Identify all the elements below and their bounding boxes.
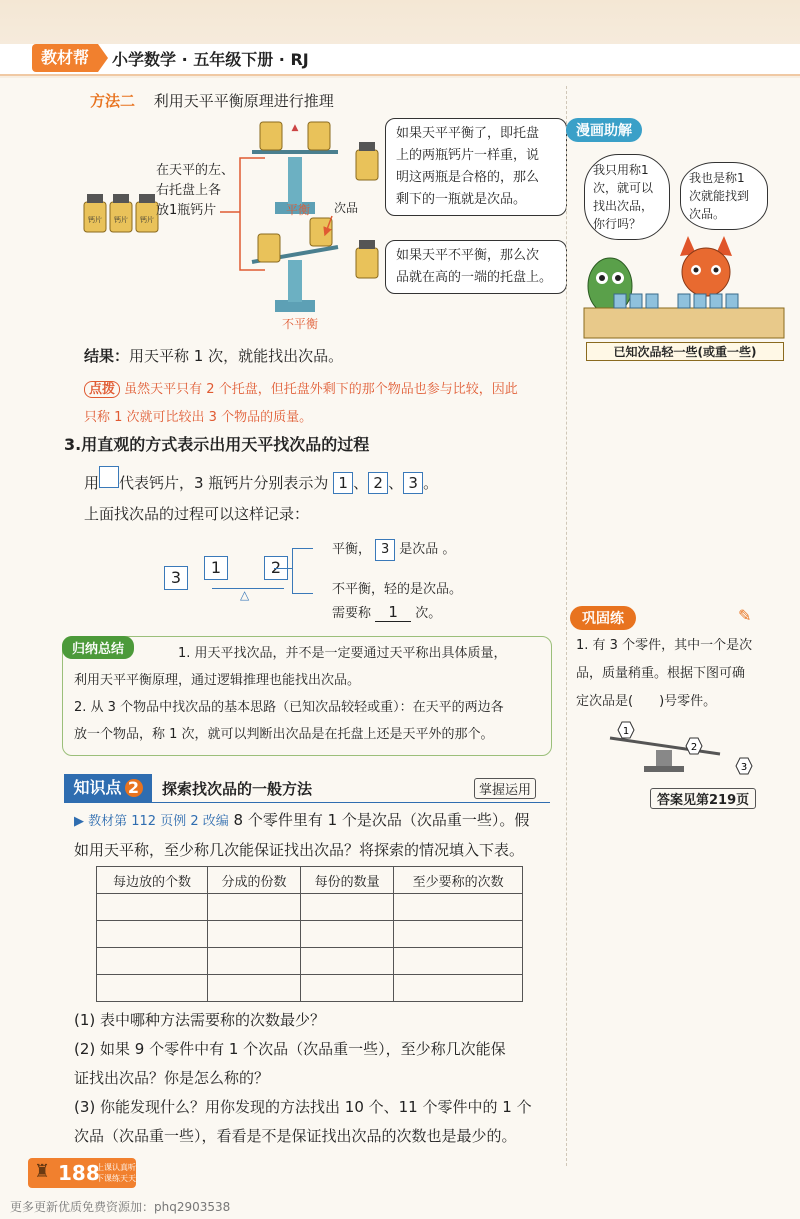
summary-p2-line: 2. 从 3 个物品中找次品的基本思路（已知次品较轻或重）：在天平的两边各 xyxy=(74,700,504,715)
num-box-1: 1 xyxy=(333,472,353,494)
sub-question-1: (1) 表中哪种方法需要称的次数最少？ xyxy=(74,1011,326,1029)
sub-question-2: (2) 如果 9 个零件中有 1 个次品（次品重一些），至少称几次能保 xyxy=(74,1040,506,1058)
summary-p2-line: 放一个物品，称 1 次，就可以判断出次品是在托盘上还是天平外的那个。 xyxy=(74,727,494,742)
need-count: 1 xyxy=(375,603,411,622)
page-number: 188 xyxy=(58,1161,100,1185)
method2-title: 利用天平平衡原理进行推理 xyxy=(153,92,334,110)
table-header: 分成的份数 xyxy=(207,867,300,894)
practice-line: 定次品是( )号零件。 xyxy=(576,694,717,709)
practice-balance xyxy=(600,720,770,780)
need-b: 次。 xyxy=(415,606,442,621)
bottle-group-left xyxy=(84,194,158,232)
knowledge-badge: 掌握运用 xyxy=(474,778,536,799)
motto-line: 下课练天天 xyxy=(96,1174,136,1183)
practice-line: 品，质量稍重。根据下图可确 xyxy=(576,666,746,681)
practice-text xyxy=(576,632,786,716)
result-line xyxy=(84,342,343,371)
practice-line: 1. 有 3 个零件，其中一个是次 xyxy=(576,638,753,653)
bubble-bottom-line: 如果天平不平衡，那么次 xyxy=(396,248,540,263)
line1-b: 代表钙片，3 瓶钙片分别表示为 xyxy=(119,474,329,492)
diagram-need xyxy=(332,602,441,622)
knowledge-ref: ▶ 教材第 112 页例 2 改编 xyxy=(74,814,229,829)
bubble-right-line: 我也是称1 xyxy=(689,171,745,185)
knowledge-label-text: 知识点 xyxy=(73,778,122,797)
comic-title: 漫画助解 xyxy=(566,118,642,142)
bottle-label: 钙片 xyxy=(88,216,102,224)
tip-block xyxy=(84,376,554,432)
bubble-top-line: 明这两瓶是合格的，那么 xyxy=(396,170,540,185)
section3-heading: 3.用直观的方式表示出用天平找次品的过程 xyxy=(64,435,370,454)
bubble-unbalanced xyxy=(385,240,567,294)
defect-label: 次品 xyxy=(334,201,359,215)
section3-line2: 上面找次品的过程可以这样记录： xyxy=(84,505,310,523)
answer-ref: 答案见第219页 xyxy=(650,788,756,809)
part-label-3: 3 xyxy=(740,762,748,773)
comic-sign: 已知次品轻一些(或重一些) xyxy=(586,342,784,361)
knowledge-title: 探索找次品的一般方法 xyxy=(162,780,313,798)
bubble-right-line: 次品。 xyxy=(689,207,726,221)
table-header: 每边放的个数 xyxy=(97,867,208,894)
footer-motto xyxy=(96,1162,136,1184)
table-row[interactable] xyxy=(97,894,523,921)
tip-text-line: 虽然天平只有 2 个托盘，但托盘外剩下的那个物品也参与比较，因此 xyxy=(124,382,518,397)
diagram-box-2: 2 xyxy=(264,556,288,580)
num-box-2: 2 xyxy=(368,472,388,494)
knowledge-num: 2 xyxy=(125,779,143,797)
part-label-2: 2 xyxy=(690,742,698,753)
bubble-top-line: 如果天平平衡了，即托盘 xyxy=(396,126,540,141)
diagram-box-1: 1 xyxy=(204,556,228,580)
bubble-top-line: 上的两瓶钙片一样重，说 xyxy=(396,148,540,163)
table-row[interactable] xyxy=(97,975,523,1002)
method2-heading xyxy=(90,90,334,111)
book-title: 小学数学 · 五年级下册 · RJ xyxy=(112,50,309,69)
sep: 、 xyxy=(353,474,369,492)
practice-title: 巩固练 xyxy=(570,606,636,630)
num-box-3: 3 xyxy=(403,472,423,494)
mascot-icon: ♜ xyxy=(34,1161,51,1182)
tip-label: 点拨 xyxy=(84,381,120,398)
diagram-fulcrum: △ xyxy=(240,588,250,602)
diagram-balance-tail: 是次品 。 xyxy=(399,542,456,557)
comic-bubble-right xyxy=(680,162,768,230)
comic-bubble-left xyxy=(584,154,670,240)
motto-line: 上课认真听 xyxy=(96,1163,136,1172)
diagram-balance xyxy=(332,538,455,561)
bubble-left-line: 找出次品， xyxy=(593,199,654,213)
balance-label: 平衡 xyxy=(286,203,311,217)
unbalance-label: 不平衡 xyxy=(282,317,319,331)
record-diagram xyxy=(164,530,564,630)
bubble-left-line: 你行吗？ xyxy=(593,217,642,231)
balance-top xyxy=(252,122,338,214)
sidebar-divider xyxy=(566,86,567,1166)
end: 。 xyxy=(423,474,439,492)
part-label-1: 1 xyxy=(622,726,630,737)
svg-text:钙片: 钙片 xyxy=(114,216,128,224)
result-label: 结果： xyxy=(84,347,130,365)
bubble-top-line: 剩下的一瓶就是次品。 xyxy=(396,192,527,207)
question-line: 8 个零件里有 1 个是次品（次品重一些）。假 xyxy=(233,811,530,829)
svg-text:▲: ▲ xyxy=(291,123,299,133)
blank-box xyxy=(99,466,119,488)
fill-table xyxy=(96,866,523,1002)
section3-line1 xyxy=(84,466,438,498)
table-header: 每份的数量 xyxy=(301,867,394,894)
result-text: 用天平称 1 次，就能找出次品。 xyxy=(129,347,344,365)
svg-text:钙片: 钙片 xyxy=(140,216,154,224)
sub-question-2: 证找出次品？你是怎么称的？ xyxy=(74,1069,270,1087)
sub-question-3: (3) 你能发现什么？用你发现的方法找出 10 个、11 个零件中的 1 个 xyxy=(74,1098,532,1116)
sep: 、 xyxy=(388,474,404,492)
need-a: 需要称 xyxy=(332,606,372,621)
diagram-connector xyxy=(274,568,292,569)
pencil-icon: ✎ xyxy=(738,606,752,625)
balance-bottom xyxy=(252,218,338,312)
comic-panel xyxy=(580,146,788,359)
brand-tag: 教材帮 xyxy=(32,44,98,72)
bubble-bottom-line: 品就在高的一端的托盘上。 xyxy=(396,270,553,285)
knowledge-question xyxy=(74,806,554,865)
knowledge-label xyxy=(64,774,152,802)
table-header: 至少要称的次数 xyxy=(394,867,523,894)
tip-text-line: 只称 1 次就可比较出 3 个物品的质量。 xyxy=(84,410,313,425)
line1-a: 用 xyxy=(84,474,100,492)
method2-label: 方法二 xyxy=(90,92,136,110)
sub-questions xyxy=(74,1006,554,1151)
watermark: 更多更新优质免费资源加：phq2903538 xyxy=(10,1200,231,1214)
left-note-1: 在天平的左、 xyxy=(156,163,235,178)
diagram-unbalance: 不平衡，轻的是次品。 xyxy=(332,582,463,597)
diagram-balance-box: 3 xyxy=(375,539,395,561)
summary-text xyxy=(74,640,544,748)
bubble-left-line: 我只用称1 xyxy=(593,163,649,177)
summary-p1-line: 1. 用天平找次品，并不是一定要通过天平称出具体质量， xyxy=(178,646,507,661)
diagram-box-3: 3 xyxy=(164,566,188,590)
table-header-row xyxy=(97,867,523,894)
bubble-left-line: 次，就可以 xyxy=(593,181,654,195)
table-row[interactable] xyxy=(97,921,523,948)
left-note-2: 右托盘上各 xyxy=(156,183,222,198)
table-row[interactable] xyxy=(97,948,523,975)
left-note-3: 放1瓶钙片 xyxy=(156,203,217,218)
diagram-branch xyxy=(292,548,313,594)
comic-illustration xyxy=(580,236,788,346)
summary-title: 归纳总结 xyxy=(62,636,134,659)
diagram-balance-text: 平衡， xyxy=(332,542,372,557)
question-line: 如用天平称，至少称几次能保证找出次品？将探索的情况填入下表。 xyxy=(74,841,525,859)
summary-p1-line: 利用天平平衡原理，通过逻辑推理也能找出次品。 xyxy=(74,673,361,688)
bubble-right-line: 次就能找到 xyxy=(689,189,750,203)
sub-question-3: 次品（次品重一些），看看是不是保证找出次品的次数也是最少的。 xyxy=(74,1127,517,1145)
bubble-balanced xyxy=(385,118,567,216)
